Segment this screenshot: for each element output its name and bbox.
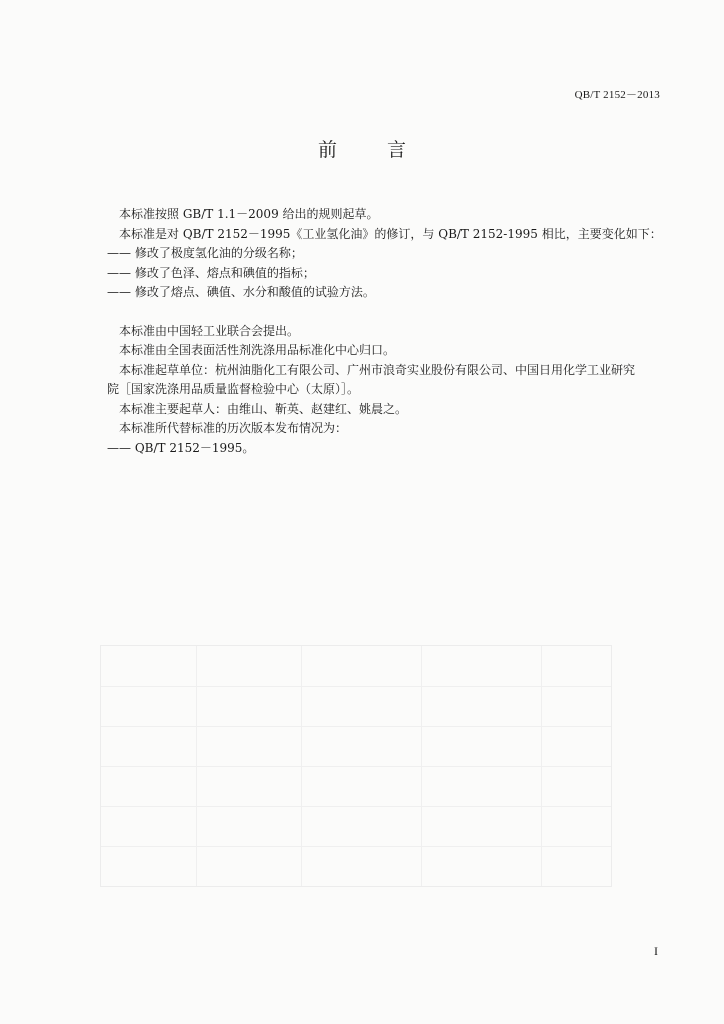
list-item-history: —— QB/T 2152－1995。 (107, 440, 255, 455)
paragraph-drafting-rules: 本标准按照 GB/T 1.1－2009 给出的规则起草。 (119, 207, 379, 221)
paragraph-drafting-units: 本标准起草单位：杭州油脂化工有限公司、广州市浪奇实业股份有限公司、中国日用化学工业研究 (119, 362, 636, 377)
show-through-table (100, 645, 612, 887)
page-title: 前 言 (317, 139, 429, 161)
foreword-body (107, 205, 667, 458)
list-item-change: —— 修改了熔点、碘值、水分和酸值的试验方法。 (107, 285, 375, 299)
paragraph-drafters: 本标准主要起草人：由维山、靳英、赵建红、姚晨之。 (119, 401, 408, 416)
list-item-change: —— 修改了色泽、熔点和碘值的指标； (107, 265, 315, 280)
paragraph-drafting-units-cont: 院［国家洗涤用品质量监督检验中心（太原）］。 (107, 382, 360, 396)
paragraph-centralized: 本标准由全国表面活性剂洗涤用品标准化中心归口。 (119, 343, 396, 357)
paragraph-proposer: 本标准由中国轻工业联合会提出。 (119, 323, 300, 338)
paragraph-revision: 本标准是对 QB/T 2152－1995《工业氢化油》的修订，与 QB/T 2152-1995 相比，主要变化如下： (119, 226, 662, 241)
page-number: I (654, 944, 658, 958)
spacer (107, 303, 667, 322)
paragraph-history: 本标准所代替标准的历次版本发布情况为： (119, 421, 348, 435)
list-item-change: —— 修改了极度氢化油的分级名称； (107, 246, 303, 260)
document-code: QB/T 2152－2013 (574, 89, 660, 101)
